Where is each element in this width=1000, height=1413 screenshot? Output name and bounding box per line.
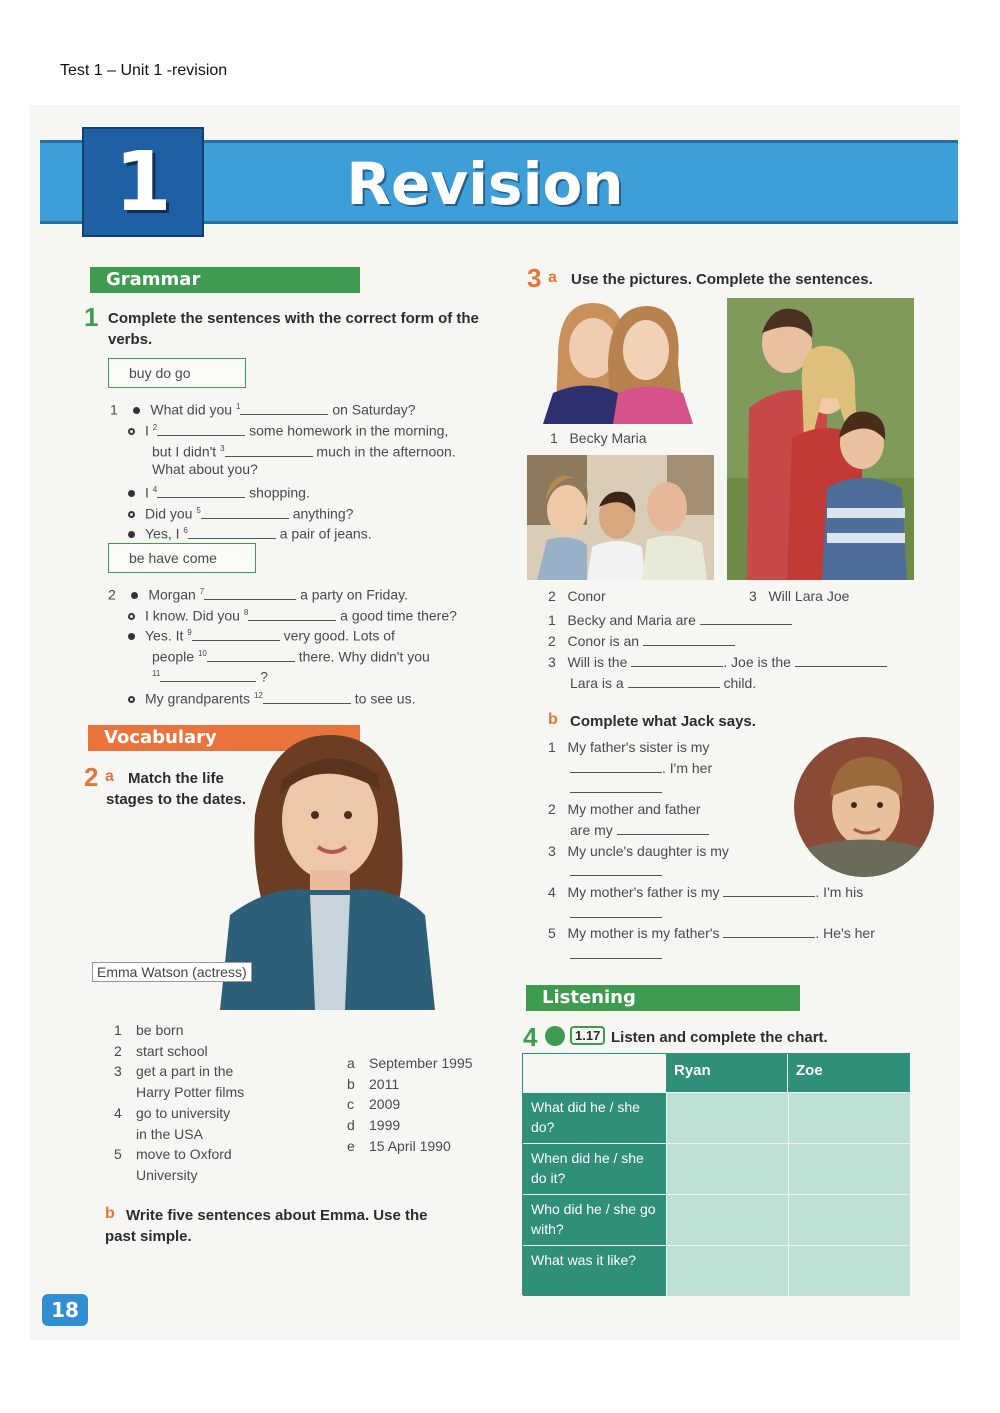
item-number: 2 (548, 633, 556, 649)
answer-gap[interactable] (225, 443, 313, 457)
photo-becky-maria (538, 298, 698, 424)
chart-row-label: What was it like? (523, 1245, 666, 1296)
text: Conor is an (567, 633, 640, 649)
speaker-bullet (128, 696, 135, 703)
date-item (347, 1053, 473, 1074)
jack-photo (794, 737, 934, 877)
stage-number: 3 (114, 1063, 122, 1080)
siblings-image (727, 298, 914, 580)
stage-number: 1 (114, 1022, 122, 1038)
listening-heading: Listening (526, 985, 800, 1011)
date-text: 15 April 1990 (369, 1137, 451, 1154)
gap-number: 12 (253, 691, 263, 700)
text: much in the afternoon. (316, 443, 456, 460)
item-number: 2 (108, 586, 116, 603)
item-number: 1 (548, 612, 556, 628)
page-number: 18 (42, 1294, 88, 1326)
answer-gap[interactable] (263, 690, 351, 704)
ex3a-sentence-2 (548, 631, 735, 652)
gap-number: 4 (152, 485, 158, 494)
stage-text: move to Oxford (136, 1146, 232, 1163)
date-letter: d (347, 1117, 355, 1134)
text: some homework in the morning, (249, 422, 449, 439)
chart-row-label: When did he / she do it? (523, 1143, 666, 1194)
gap-number: 10 (197, 649, 207, 658)
chart-row-label: Who did he / she go with? (523, 1194, 666, 1245)
stage-item (114, 1165, 244, 1186)
audio-icon[interactable] (545, 1026, 565, 1046)
gap-number: 8 (243, 608, 249, 617)
item-number: 4 (548, 884, 556, 900)
answer-gap[interactable] (617, 821, 709, 835)
jack-line-5b (570, 944, 662, 965)
answer-gap[interactable] (248, 607, 336, 621)
dates-list (347, 1053, 473, 1157)
jack-line-1 (548, 737, 709, 758)
date-letter: b (347, 1075, 355, 1092)
chart-cell[interactable] (666, 1092, 788, 1143)
text: My mother is my father's (567, 925, 720, 941)
text: My mother's father is my (567, 884, 720, 900)
item-number: 2 (548, 801, 556, 817)
answer-gap[interactable] (643, 632, 735, 646)
caption-number: 3 (749, 588, 757, 604)
photo-caption: Emma Watson (actress) (92, 962, 252, 982)
caption-text: Conor (567, 588, 606, 604)
text: Did you (145, 505, 197, 522)
ex1-line-13 (128, 685, 415, 710)
photo-1-caption (550, 428, 647, 449)
caption-text: Becky Maria (569, 430, 647, 446)
item-number: 5 (548, 925, 556, 941)
speaker-bullet (128, 613, 135, 620)
text: My grandparents (145, 690, 254, 707)
jack-line-1b (570, 758, 712, 779)
stage-text: get a part in the (136, 1063, 234, 1080)
stage-item (114, 1041, 244, 1062)
chart-corner (523, 1054, 666, 1092)
stage-item (114, 1124, 244, 1145)
caption-number: 2 (548, 588, 556, 604)
stage-number: 4 (114, 1104, 122, 1121)
stage-number: 5 (114, 1146, 122, 1163)
text: on Saturday? (332, 401, 416, 418)
text: I know. Did you (145, 607, 244, 624)
caption-number: 1 (550, 430, 558, 446)
answer-gap[interactable] (207, 648, 295, 662)
text: shopping. (249, 484, 310, 501)
text: I (145, 484, 153, 501)
ex1-line-4: What about you? (152, 461, 258, 477)
exercise-4-instruction: Listen and complete the chart. (611, 1029, 828, 1046)
stage-item (114, 1082, 244, 1103)
text: . I'm his (815, 884, 864, 900)
speaker-bullet (133, 407, 140, 414)
answer-gap[interactable] (570, 759, 662, 773)
jack-line-2 (548, 799, 701, 820)
ex3a-sentence-4 (570, 673, 756, 694)
jack-line-3b (570, 861, 662, 882)
stage-text: Harry Potter films (136, 1084, 245, 1101)
exercise-2a-letter: a (105, 768, 114, 785)
audio-track-number: 1.17 (570, 1026, 605, 1045)
text: ? (260, 668, 268, 685)
answer-gap[interactable] (204, 586, 296, 600)
chart-column-ryan: Ryan (666, 1054, 788, 1092)
stage-item (114, 1103, 244, 1124)
text: My mother and father (567, 801, 701, 817)
text: but I didn't (152, 443, 221, 460)
answer-gap[interactable] (723, 924, 815, 938)
date-item (347, 1115, 473, 1136)
text: I (145, 422, 153, 439)
item-number: 3 (548, 654, 556, 670)
listening-chart (522, 1053, 910, 1295)
date-item (347, 1074, 473, 1095)
caption-text: Will Lara Joe (768, 588, 850, 604)
chart-row-label: What did he / she do? (523, 1092, 666, 1143)
answer-gap[interactable] (157, 484, 245, 498)
text: a pair of jeans. (279, 525, 372, 542)
date-letter: e (347, 1137, 355, 1154)
answer-gap[interactable] (628, 674, 720, 688)
exercise-4-number: 4 (523, 1022, 538, 1052)
answer-gap[interactable] (570, 779, 662, 793)
date-letter: c (347, 1096, 354, 1113)
ex3a-sentence-1 (548, 610, 792, 631)
date-text: 2009 (369, 1096, 401, 1113)
jack-line-5 (548, 923, 875, 944)
photo-3-caption (749, 586, 849, 607)
unit-title: Revision (346, 150, 624, 218)
grammar-heading: Grammar (90, 267, 360, 293)
photo-conor-family (527, 455, 714, 580)
exercise-2b-instruction-line1: Write five sentences about Emma. Use the (126, 1207, 428, 1224)
vocabulary-heading: Vocabulary (88, 725, 360, 751)
stage-text: in the USA (136, 1125, 203, 1142)
stage-item (114, 1144, 244, 1165)
date-text: September 1995 (369, 1055, 473, 1071)
photo-will-lara-joe (727, 298, 914, 580)
verb-box-1: buy do go (108, 358, 246, 388)
exercise-2a-instruction-line1: Match the life (128, 770, 224, 787)
text: Yes, I (145, 525, 184, 542)
life-stages-list (114, 1020, 244, 1186)
text: Yes. It (145, 627, 188, 644)
gap-number: 11 (152, 669, 161, 678)
chart-cell[interactable] (788, 1194, 910, 1245)
exercise-3a-letter: a (548, 269, 557, 286)
answer-gap[interactable] (631, 653, 723, 667)
text: Morgan (148, 586, 200, 603)
text: there. Why didn't you (298, 648, 430, 665)
date-letter: a (347, 1055, 355, 1071)
text: Lara is a (570, 675, 624, 691)
gap-number: 6 (183, 526, 188, 535)
chart-cell[interactable] (788, 1092, 910, 1143)
photo-2-caption (548, 586, 606, 607)
date-item (347, 1094, 473, 1115)
text: to see us. (354, 690, 416, 707)
chart-cell[interactable] (788, 1245, 910, 1296)
chart-cell[interactable] (788, 1143, 910, 1194)
exercise-3a-instruction: Use the pictures. Complete the sentences. (571, 271, 873, 288)
text: Becky and Maria are (567, 612, 696, 628)
stage-text: go to university (136, 1104, 231, 1121)
speaker-bullet (128, 490, 135, 497)
ex1-line-7 (128, 520, 372, 545)
jack-line-3 (548, 841, 729, 862)
text: My uncle's daughter is my (567, 843, 729, 859)
text: a party on Friday. (300, 586, 408, 603)
exercise-1-instruction: Complete the sentences with the correct form of the verbs. (108, 310, 479, 348)
item-number: 1 (110, 401, 118, 418)
text: . He's her (815, 925, 875, 941)
verb-box-2: be have come (108, 543, 256, 573)
item-number: 3 (548, 843, 556, 859)
exercise-3b-letter: b (548, 711, 558, 728)
gap-number: 7 (199, 587, 205, 596)
answer-gap[interactable] (240, 401, 328, 415)
stage-text: University (136, 1166, 198, 1183)
text: are my (570, 822, 613, 838)
stage-item (114, 1061, 244, 1082)
date-text: 2011 (369, 1075, 400, 1092)
stage-text: be born (136, 1022, 184, 1038)
family-image (527, 455, 714, 580)
chart-cell[interactable] (666, 1194, 788, 1245)
speaker-bullet (128, 511, 135, 518)
jack-line-2b (570, 820, 709, 841)
exercise-2-number: 2 (84, 762, 99, 792)
text: a good time there? (340, 607, 457, 624)
unit-number: 1 (114, 135, 172, 230)
speaker-bullet (128, 633, 135, 640)
text: Will is the (567, 654, 628, 670)
stage-text: start school (136, 1042, 208, 1059)
jack-line-1c (570, 778, 662, 799)
exercise-1-number: 1 (84, 302, 99, 332)
speaker-bullet (128, 531, 135, 538)
text: people (152, 648, 198, 665)
jack-line-4 (548, 882, 863, 903)
exercise-3b-instruction: Complete what Jack says. (570, 713, 756, 730)
answer-gap[interactable] (157, 422, 245, 436)
gap-number: 9 (187, 628, 192, 637)
text: very good. Lots of (283, 627, 395, 644)
answer-gap[interactable] (570, 945, 662, 959)
jack-line-4b (570, 903, 662, 924)
gap-number: 5 (196, 506, 201, 515)
exercise-2b-letter: b (105, 1205, 115, 1222)
date-text: 1999 (369, 1117, 401, 1134)
answer-gap[interactable] (795, 653, 887, 667)
exercise-2a-instruction-line2: stages to the dates. (106, 791, 247, 808)
answer-gap[interactable] (700, 611, 792, 625)
chart-cell[interactable] (666, 1143, 788, 1194)
text: . Joe is the (723, 654, 791, 670)
text: My father's sister is my (567, 739, 710, 755)
chart-cell[interactable] (666, 1245, 788, 1296)
speaker-bullet (128, 428, 135, 435)
gap-number: 2 (152, 423, 158, 432)
speaker-bullet (131, 592, 138, 599)
jack-image (794, 737, 934, 877)
gap-number: 3 (220, 444, 225, 453)
exercise-3-number: 3 (527, 263, 542, 293)
answer-gap[interactable] (160, 668, 256, 682)
chart-column-zoe: Zoe (788, 1054, 910, 1092)
answer-gap[interactable] (723, 883, 815, 897)
exercise-2b-instruction-line2: past simple. (105, 1228, 192, 1245)
text: What did you (150, 401, 236, 418)
ex1-line-12 (152, 663, 268, 688)
girls-image (538, 298, 698, 424)
answer-gap[interactable] (201, 505, 289, 519)
gap-number: 1 (235, 402, 241, 411)
text: child. (723, 675, 757, 691)
answer-gap[interactable] (570, 904, 662, 918)
item-number: 1 (548, 739, 556, 755)
stage-item (114, 1020, 244, 1041)
text: anything? (292, 505, 354, 522)
answer-gap[interactable] (192, 627, 280, 641)
document-header: Test 1 – Unit 1 -revision (60, 62, 228, 79)
answer-gap[interactable] (570, 862, 662, 876)
text: . I'm her (662, 760, 713, 776)
answer-gap[interactable] (188, 525, 276, 539)
ex3a-sentence-3 (548, 652, 887, 673)
date-item (347, 1136, 473, 1157)
stage-number: 2 (114, 1042, 122, 1059)
